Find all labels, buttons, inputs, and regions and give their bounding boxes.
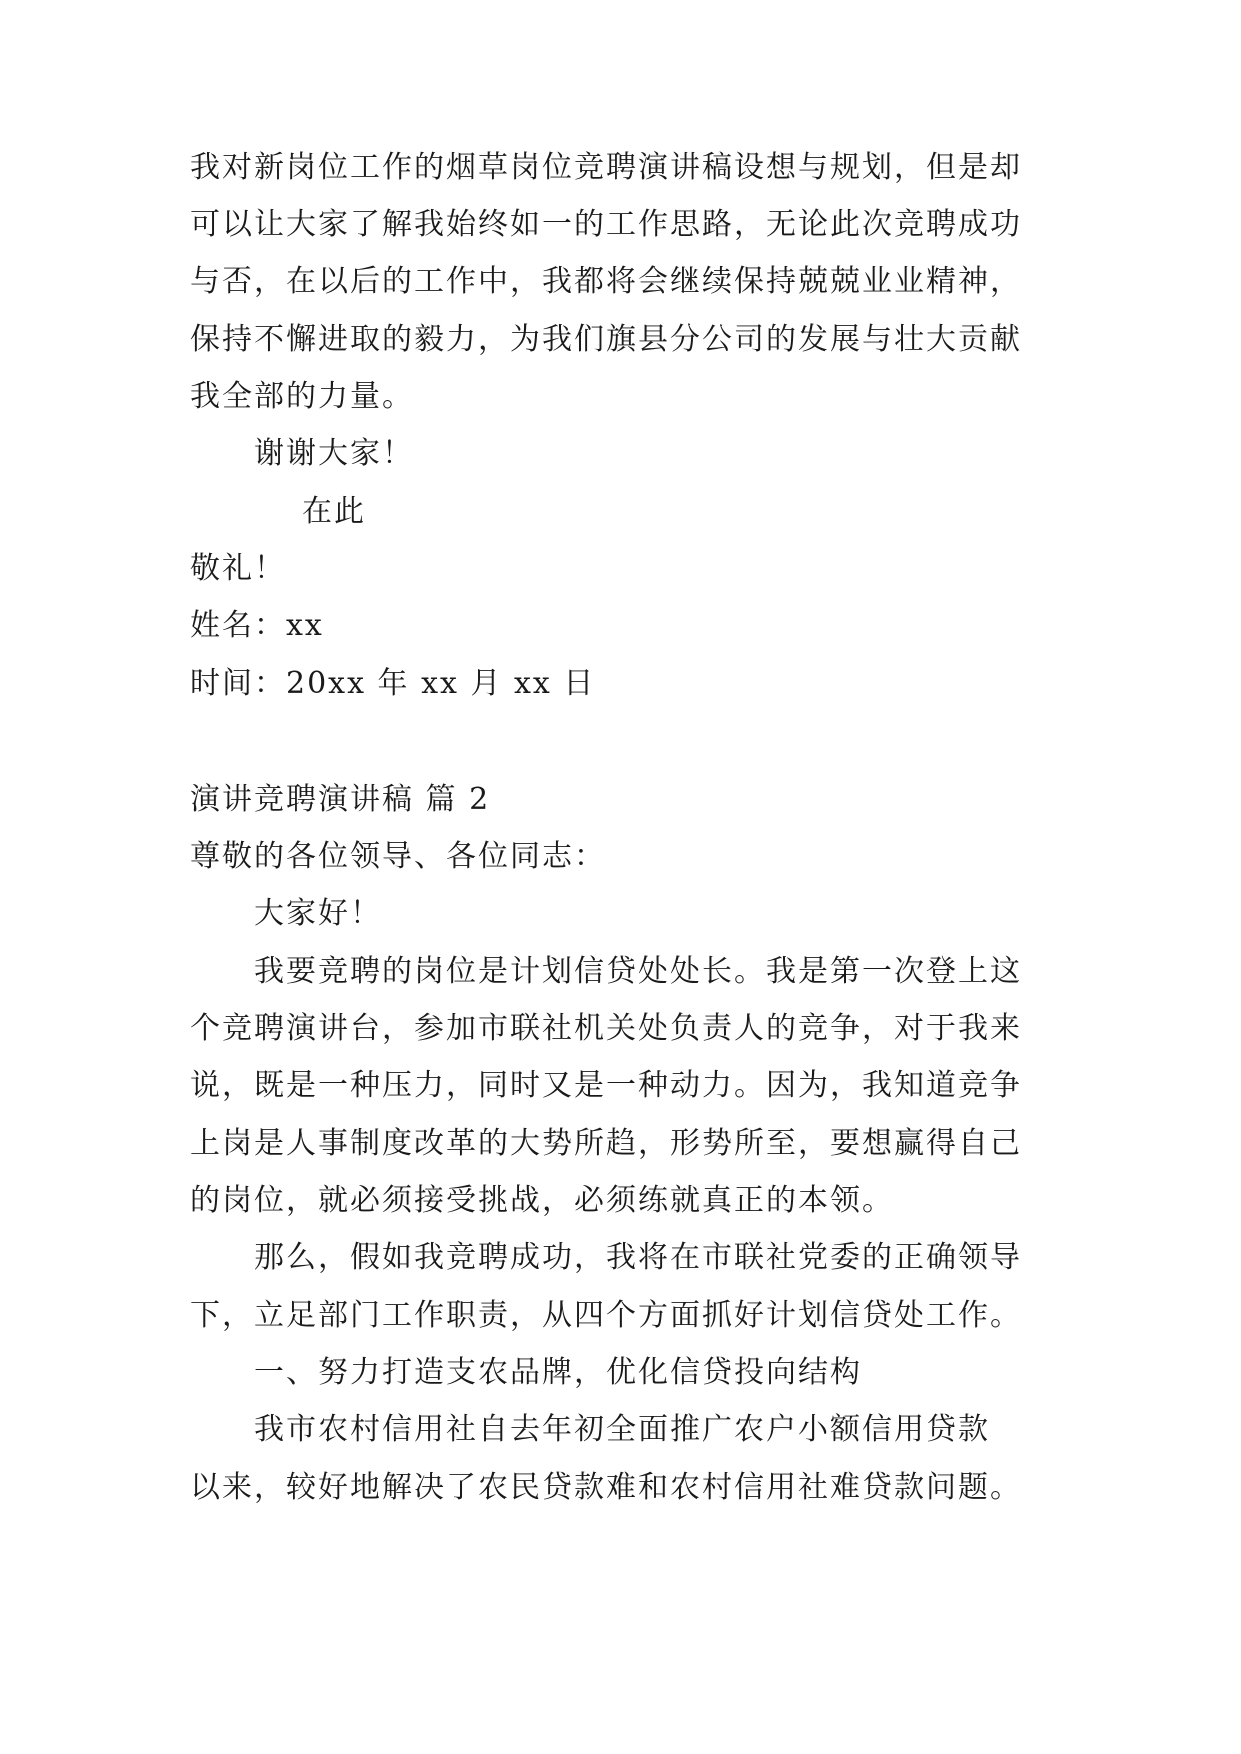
paragraph-line: 我对新岗位工作的烟草岗位竞聘演讲稿设想与规划，但是却 bbox=[190, 150, 1022, 185]
salutation-line: 尊敬的各位领导、各位同志： bbox=[190, 839, 606, 874]
paragraph-line: 保持不懈进取的毅力，为我们旗县分公司的发展与壮大贡献 bbox=[190, 322, 1022, 357]
closing-salute: 敬礼！ bbox=[190, 551, 286, 586]
paragraph-line: 的岗位，就必须接受挑战，必须练就真正的本领。 bbox=[190, 1183, 894, 1218]
name-line: 姓名：xx bbox=[190, 608, 324, 643]
paragraph-line: 个竞聘演讲台，参加市联社机关处负责人的竞争，对于我来 bbox=[190, 1011, 1022, 1046]
greeting-line: 大家好！ bbox=[254, 896, 382, 931]
paragraph-line: 说，既是一种压力，同时又是一种动力。因为，我知道竞争 bbox=[190, 1068, 1022, 1103]
thanks-line: 谢谢大家！ bbox=[254, 436, 414, 471]
paragraph-line: 我全部的力量。 bbox=[190, 379, 414, 414]
paragraph-line: 那么，假如我竞聘成功，我将在市联社党委的正确领导 bbox=[254, 1240, 1022, 1275]
date-line: 时间：20xx 年 xx 月 xx 日 bbox=[190, 666, 596, 701]
closing-line: 在此 bbox=[302, 494, 366, 529]
paragraph-line: 下，立足部门工作职责，从四个方面抓好计划信贷处工作。 bbox=[190, 1298, 1022, 1333]
paragraph-line: 上岗是人事制度改革的大势所趋，形势所至，要想赢得自己 bbox=[190, 1126, 1022, 1161]
paragraph-line: 我市农村信用社自去年初全面推广农户小额信用贷款 bbox=[254, 1412, 990, 1447]
section-title: 演讲竞聘演讲稿 篇 2 bbox=[190, 782, 491, 817]
paragraph-line: 与否，在以后的工作中，我都将会继续保持兢兢业业精神， bbox=[190, 264, 1022, 299]
paragraph-line: 可以让大家了解我始终如一的工作思路，无论此次竞聘成功 bbox=[190, 207, 1022, 242]
paragraph-line: 我要竞聘的岗位是计划信贷处处长。我是第一次登上这 bbox=[254, 954, 1022, 989]
subheading-line: 一、努力打造支农品牌，优化信贷投向结构 bbox=[254, 1355, 862, 1390]
paragraph-line: 以来，较好地解决了农民贷款难和农村信用社难贷款问题。 bbox=[190, 1470, 1022, 1505]
